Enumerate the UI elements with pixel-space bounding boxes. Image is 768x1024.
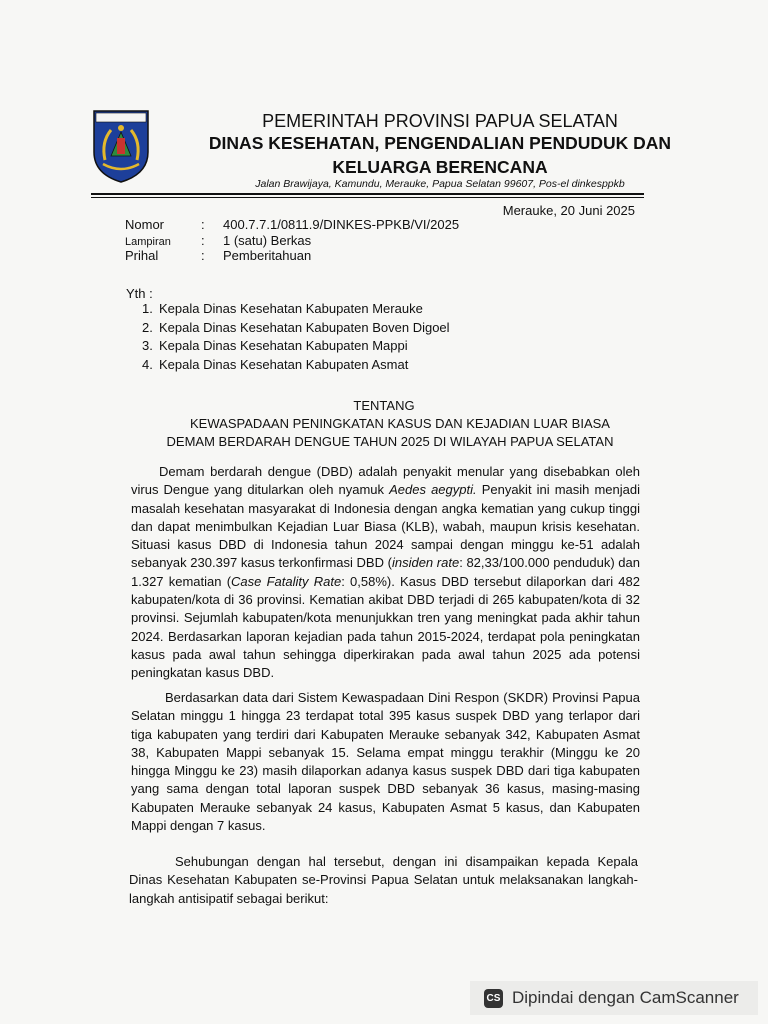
camscanner-text: Dipindai dengan CamScanner (512, 988, 739, 1007)
meta-colon: : (201, 233, 205, 248)
meta-nomor-value: 400.7.7.1/0811.9/DINKES-PPKB/VI/2025 (223, 217, 460, 232)
meta-colon: : (201, 248, 205, 263)
meta-prihal (125, 248, 311, 263)
letterhead-address: Jalan Brawijaya, Kamundu, Merauke, Papua Selatan 99607, Pos-el dinkesppkb (255, 178, 625, 190)
subject-title-line2: DEMAM BERDARAH DENGUE TAHUN 2025 DI WILAYAH PAPUA SELATAN (166, 434, 614, 449)
meta-lampiran-label: Lampiran (125, 236, 171, 248)
letterhead-agency-name-cont: KELUARGA BERENCANA (332, 157, 548, 177)
camscanner-watermark (470, 981, 758, 1015)
list-item: 4. Kepala Dinas Kesehatan Kabupaten Asmat (142, 357, 409, 372)
body-paragraph-1: Demam berdarah dengue (DBD) adalah penyakit menular yang disebabkan oleh virus Dengue yang ditularkan oleh nyamuk Aedes aegypti. Penyakit ini masih menjadi masalah kesehatan masyarakat di Indonesia dengan angka kematian yang cukup tinggi dan dapat menimbulkan Kejadian Luar Biasa (KLB), wabah, maupun krisis kesehatan. Situasi kasus DBD di Indonesia tahun 2024 sampai dengan minggu ke-51 adalah sebanyak 230.397 kasus terkonfirmasi DBD (insiden rate: 82,33/100.000 penduduk) dan 1.327 kematian (Case Fatality Rate: 0,58%). Kasus DBD tersebut dilaporkan dari 482 kabupaten/kota di 36 provinsi. Kematian akibat DBD terjadi di 265 kabupaten/kota di 32 provinsi. Sejumlah kabupaten/kota menunjukkan tren yang meningkat pada akhir tahun 2024. Berdasarkan laporan kejadian pada tahun 2015-2024, terdapat pola peningkatan kasus pada awal tahun sehingga diperkirakan pada awal tahun 2025 ada potensi peningkatan kasus DBD. (131, 464, 640, 681)
meta-lampiran (125, 233, 311, 248)
meta-prihal-value: Pemberitahuan (223, 248, 312, 263)
body-paragraph-2: Berdasarkan data dari Sistem Kewaspadaan Dini Respon (SKDR) Provinsi Papua Selatan minggu 1 hingga 23 terdapat total 395 kasus suspek DBD yang terlapor dari tiga kabupaten yang terdiri dari Kabupaten Merauke sebanyak 342, Kabupaten Asmat 38, Kabupaten Mappi sebanyak 15. Selama empat minggu terakhir (Minggu ke 20 hingga Minggu ke 23) masih dilaporkan adanya kasus suspek DBD dari tiga kabupaten yang sama dengan total laporan suspek DBD sebanyak 36 kasus, masing-masing Kabupaten Merauke sebanyak 24 kasus, Kabupaten Asmat 5 kasus, dan Kabupaten Mappi dengan 7 kasus. (131, 690, 640, 834)
list-item: 2. Kepala Dinas Kesehatan Kabupaten Boven Digoel (142, 320, 450, 335)
papua-selatan-emblem-icon (91, 108, 151, 184)
meta-colon: : (201, 217, 205, 232)
salutation: Yth : (126, 286, 153, 301)
letter-date: Merauke, 20 Juni 2025 (502, 203, 635, 218)
body-paragraph-3: Sehubungan dengan hal tersebut, dengan ini disampaikan kepada Kepala Dinas Kesehatan Kabupaten se-Provinsi Papua Selatan untuk melaksanakan langkah-langkah antisipatif sebagai berikut: (129, 854, 638, 906)
subject-title-line1: KEWASPADAAN PENINGKATAN KASUS DAN KEJADIAN LUAR BIASA (190, 416, 610, 431)
letterhead-rule-thick (91, 193, 644, 195)
letterhead-government-name: PEMERINTAH PROVINSI PAPUA SELATAN (262, 111, 618, 131)
list-item: 3. Kepala Dinas Kesehatan Kabupaten Mappi (142, 338, 408, 353)
subject-heading: TENTANG (353, 398, 415, 413)
letterhead-agency-name: DINAS KESEHATAN, PENGENDALIAN PENDUDUK DAN (208, 133, 672, 153)
camscanner-icon: CS (484, 989, 503, 1008)
meta-lampiran-value: 1 (satu) Berkas (223, 233, 312, 248)
meta-nomor-label: Nomor (125, 217, 165, 232)
letterhead-rule-thin (91, 197, 644, 198)
list-item: 1. Kepala Dinas Kesehatan Kabupaten Merauke (142, 301, 423, 316)
meta-prihal-label: Prihal (125, 248, 159, 263)
meta-nomor (125, 217, 459, 232)
